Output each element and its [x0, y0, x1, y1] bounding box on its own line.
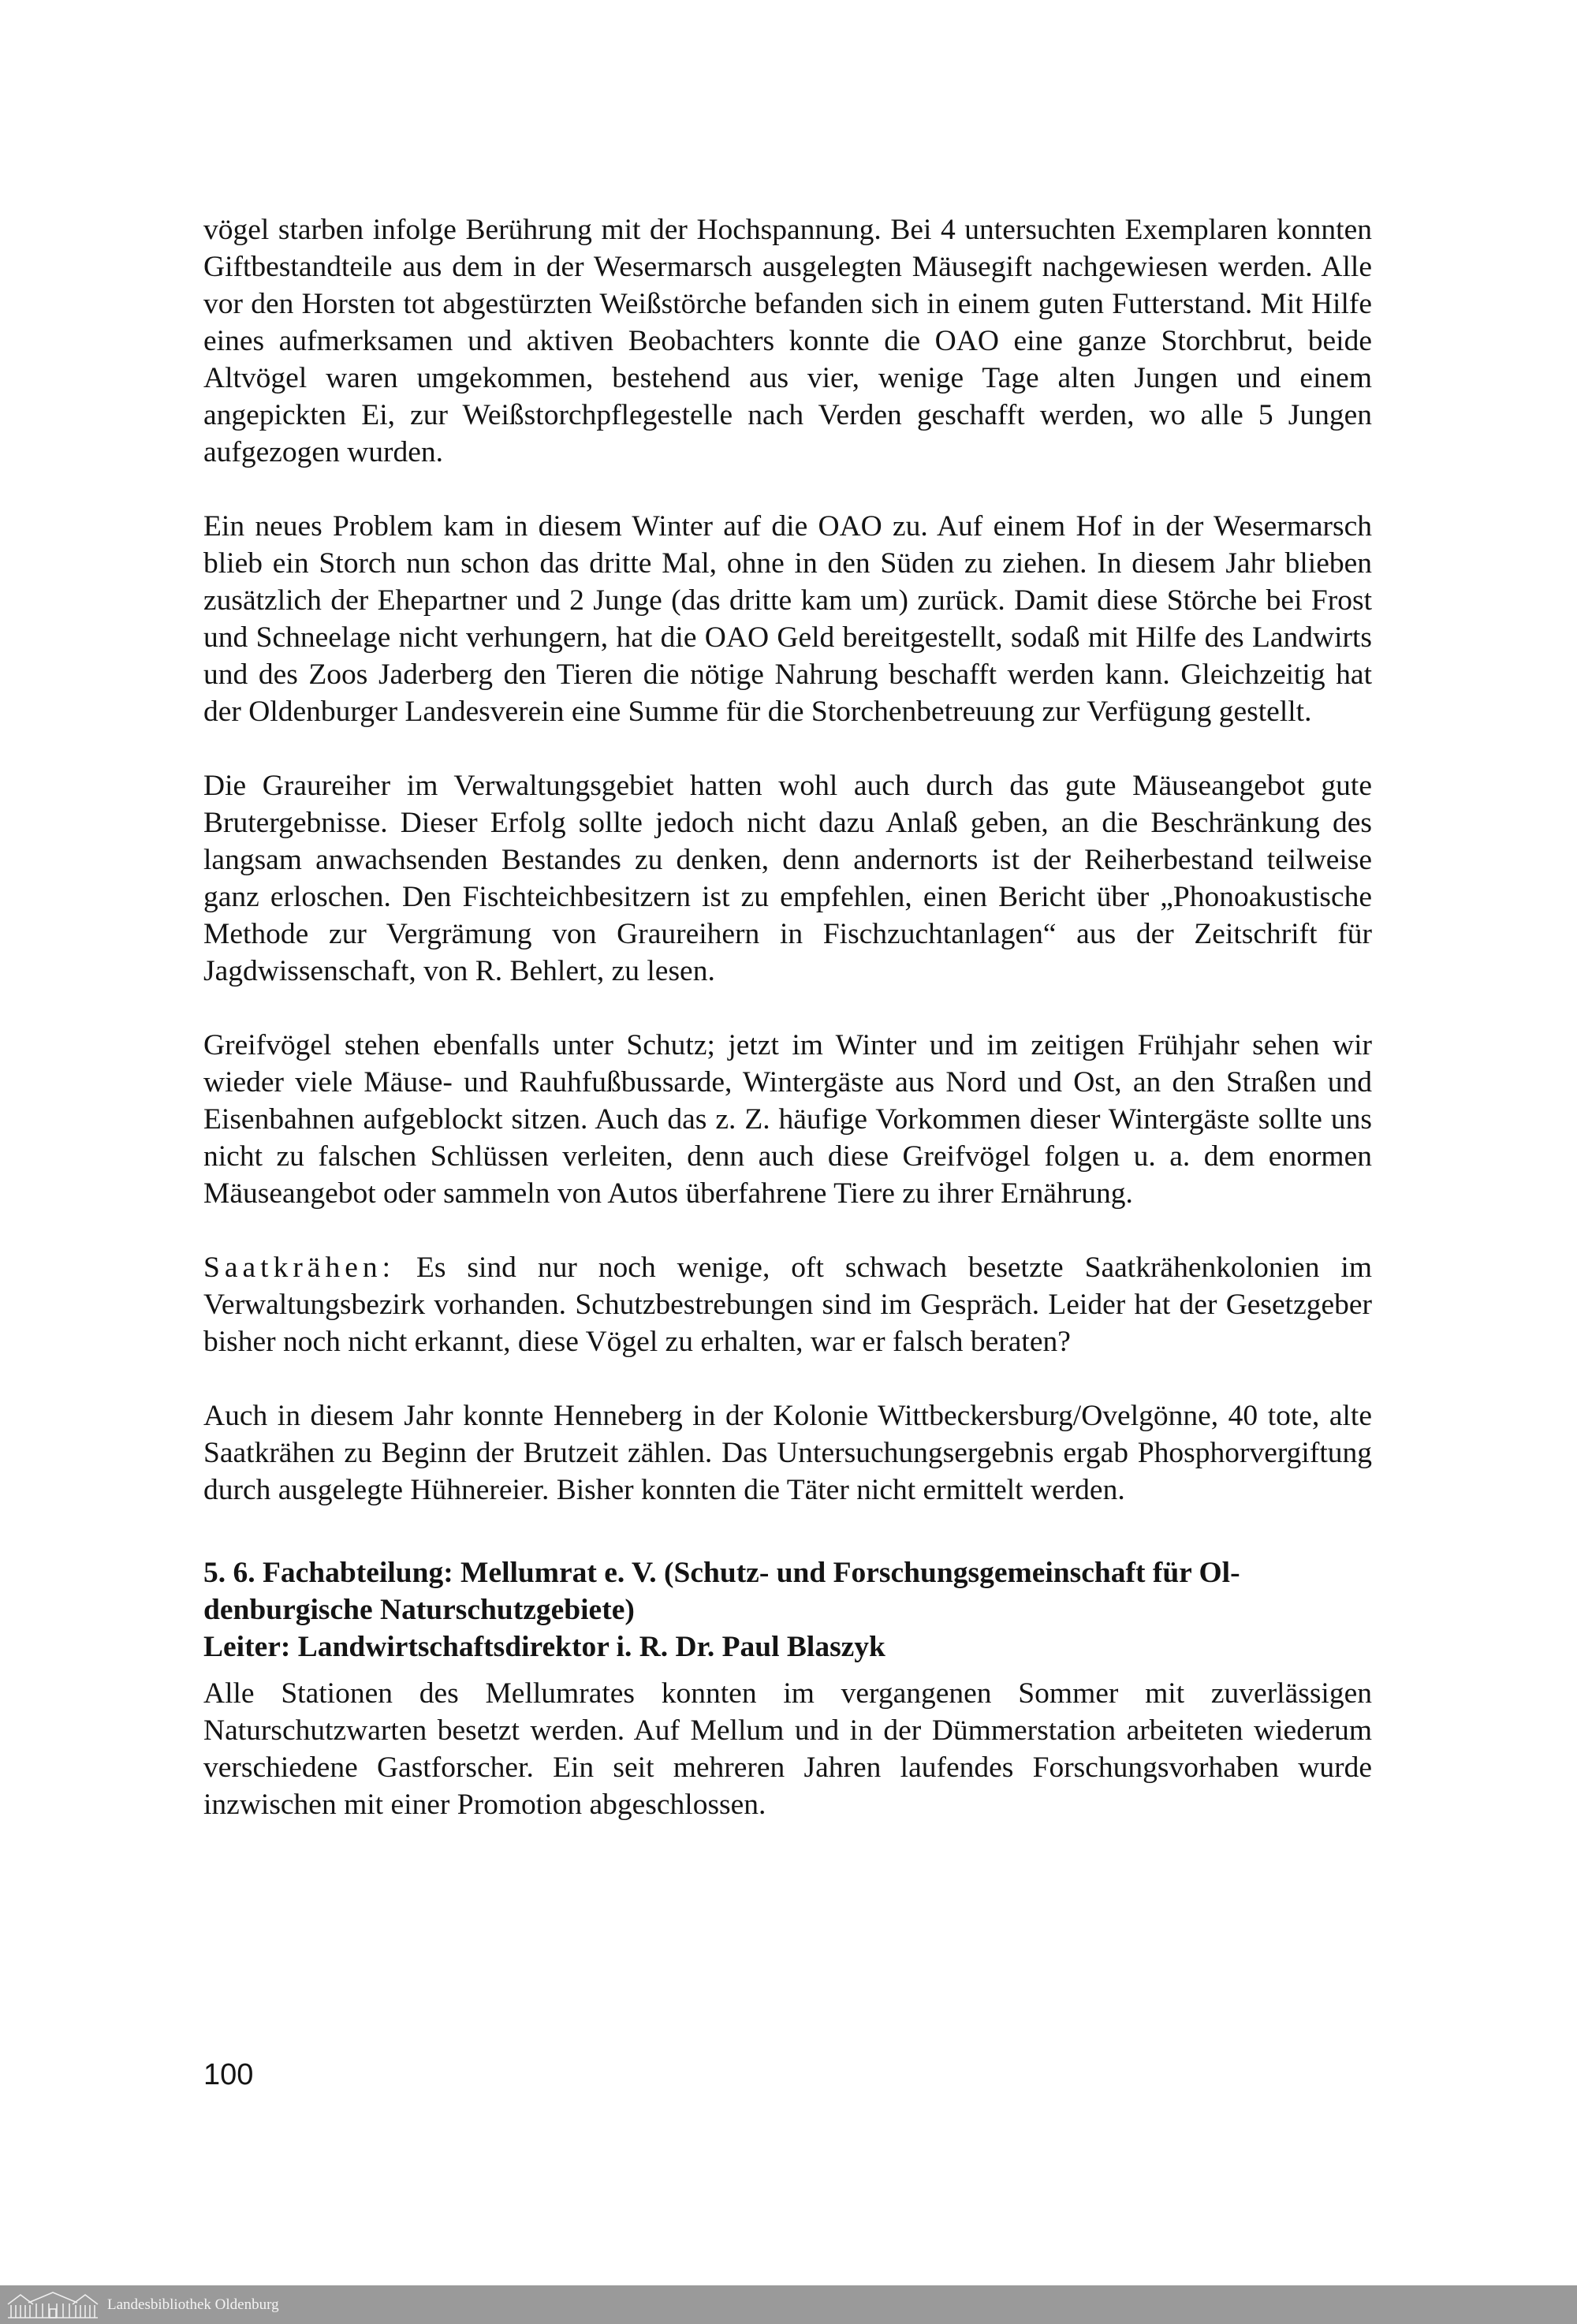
section-heading	[203, 1554, 1372, 1666]
section-title-line-1: 5. 6. Fachabteilung: Mellumrat e. V. (Schutz- und Forschungsgemeinschaft für Ol-	[203, 1557, 1240, 1589]
paragraph-weissstorch: vögel starben infolge Berührung mit der Hochspannung. Bei 4 untersuchten Exemplaren konnten Giftbestandteile aus dem in der Wesermarsch ausgelegten Mäusegift nachgewiesen werden. Alle vor den Horsten tot abgestürzten Weißstörche befanden sich in einem guten Futterstand. Mit Hilfe eines aufmerksamen und aktiven Beobachters konnte die OAO eine ganze Storchbrut, beide Altvögel waren umgekommen, bestehend aus vier, wenige Tage alten Jungen und einem angepickten Ei, zur Weißstorchpflegestelle nach Verden geschafft werden, wo alle 5 Jungen aufgezogen wurden.	[203, 214, 1372, 468]
saatkraehen-text: Es sind nur noch wenige, oft schwach besetzte Saatkrähenkolonien im Verwaltungsbezirk vorhanden. Schutzbestrebungen sind im Gespräch. Leider hat der Gesetzgeber bisher noch nicht erkannt, diese Vögel zu erhalten, war er falsch beraten?	[203, 1252, 1372, 1358]
paragraph-greifvoegel: Greifvögel stehen ebenfalls unter Schutz; jetzt im Winter und im zeitigen Frühjahr sehen wir wieder viele Mäuse- und Rauhfußbussarde, Wintergäste aus Nord und Ost, an den Straßen und Eisenbahnen aufgeblockt sitzen. Auch das z. Z. häufige Vorkommen dieser Wintergäste sollte uns nicht zu falschen Schlüssen verleiten, denn auch diese Greifvögel folgen u. a. dem enormen Mäuseangebot oder sammeln von Autos überfahrene Tiere zu ihrer Ernährung.	[203, 1029, 1372, 1210]
paragraph-saatkraehen	[203, 1249, 1372, 1360]
page-number: 100	[203, 2058, 254, 2091]
paragraph-graureiher: Die Graureiher im Verwaltungsgebiet hatten wohl auch durch das gute Mäuseangebot gute Brutergebnisse. Dieser Erfolg sollte jedoch nicht dazu Anlaß geben, an die Beschränkung des langsam anwachsenden Bestandes zu denken, denn andernorts ist der Reiherbestand teilweise ganz erloschen. Den Fischteichbesitzern ist zu empfehlen, einen Bericht über „Phonoakustische Methode zur Vergrämung von Graureihern in Fischzuchtanlagen“ aus der Zeitschrift für Jagdwissenschaft, von R. Behlert, zu lesen.	[203, 770, 1372, 987]
paragraph-henneberg: Auch in diesem Jahr konnte Henneberg in der Kolonie Wittbeckersburg/Ovelgönne, 40 tote, alte Saatkrähen zu Beginn der Brutzeit zählen. Das Untersuchungsergebnis ergab Phosphorvergiftung durch ausgelegte Hühnereier. Bisher konnten die Täter nicht ermittelt werden.	[203, 1400, 1372, 1506]
section-leader: Leiter: Landwirtschaftsdirektor i. R. Dr. Paul Blaszyk	[203, 1631, 885, 1663]
footer-library-name: Landesbibliothek Oldenburg	[107, 2296, 279, 2313]
paragraph-mellumrat: Alle Stationen des Mellumrates konnten im vergangenen Sommer mit zuverlässigen Naturschutzwarten besetzt werden. Auf Mellum und in der Dümmerstation arbeiteten wiederum verschiedene Gastforscher. Ein seit mehreren Jahren laufendes Forschungsvorhaben wurde inzwischen mit einer Promotion abgeschlossen.	[203, 1677, 1372, 1821]
library-building-icon	[6, 2290, 99, 2320]
section-title-line-2: denburgische Naturschutzgebiete)	[203, 1594, 635, 1626]
saatkraehen-label: Saatkrähen:	[203, 1252, 396, 1284]
page-body	[203, 211, 1372, 1823]
footer-bar	[0, 2285, 1577, 2324]
paragraph-winter-storch: Ein neues Problem kam in diesem Winter auf die OAO zu. Auf einem Hof in der Wesermarsch blieb ein Storch nun schon das dritte Mal, ohne in den Süden zu ziehen. In diesem Jahr blieben zusätzlich der Ehepartner und 2 Junge (das dritte kam um) zurück. Damit diese Störche bei Frost und Schneelage nicht verhungern, hat die OAO Geld bereitgestellt, sodaß mit Hilfe des Landwirts und des Zoos Jaderberg den Tieren die nötige Nahrung beschafft werden kann. Gleichzeitig hat der Oldenburger Landesverein eine Summe für die Storchenbetreuung zur Verfügung gestellt.	[203, 510, 1372, 728]
